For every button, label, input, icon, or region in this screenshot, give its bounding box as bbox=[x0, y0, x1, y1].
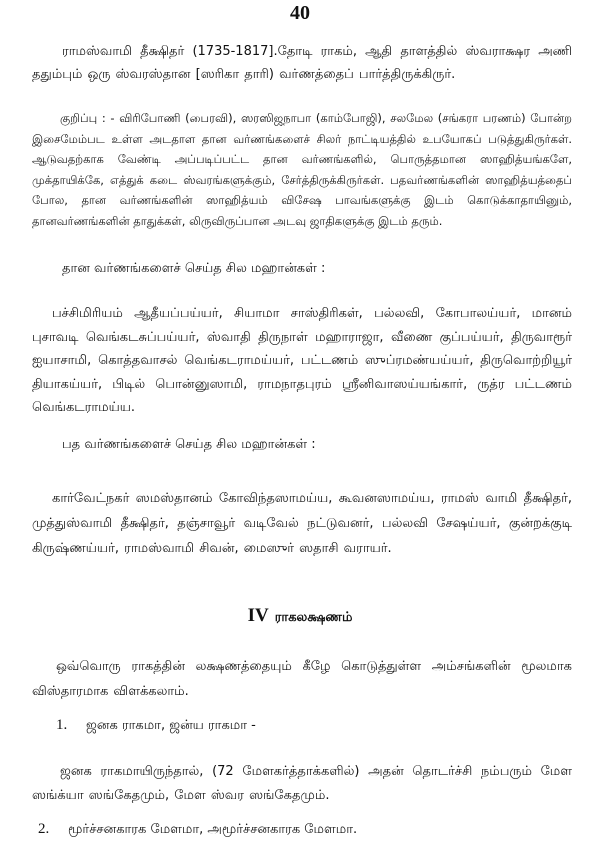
paragraph-composers-pada: கார்வேட்நகர் ஸமஸ்தானம் கோவிந்தஸாமய்ய, கூவனஸாமய்ய, ராமஸ் வாமி தீக்ஷிதர், முத்துஸ்வாமி தீக்ஷிதர், தஞ்சாவூர் வடிவேல் நட்டுவனர், பல்லவி சேஷய்யர், குன்றக்குடி கிருஷ்ணய்யர், ராமஸ்வாமி சிவன், மைஸுர் ஸதாசி வராயர். bbox=[32, 491, 572, 556]
section-title: ராகலக்ஷணம் bbox=[274, 610, 353, 625]
subheading-pada-varnam: பத வர்ணங்களைச் செய்த சில மஹான்கள் : bbox=[62, 437, 316, 452]
list-item-text: ஜனக ராகமா, ஜன்ய ராகமா - bbox=[86, 718, 256, 733]
paragraph-composers-thana: பச்சிமிரியம் ஆதீயப்பய்யர், சியாமா சாஸ்திரிகள், பல்லவி, கோபாலய்யர், மானம் புசாவடி வெங்கடசுப்பய்யர், ஸ்வாதி திருநாள் மஹாராஜா, வீணை குப்பய்யர், திருவாரூர் ஐயாசாமி, கொத்தவாசல் வெங்கடராமய்யர், பட்டணம் ஸுப்ரமண்யய்யர், திருவொற்றியூர் தியாகய்யர், பிடில் பொன்னுஸாமி, ராமநாதபுரம் ஸ்ரீனிவாஸய்யங்கார், ருத்ர பட்டணம் வெங்கடராமய்ய. bbox=[32, 306, 572, 415]
section-heading bbox=[0, 604, 600, 630]
list-item-number: 1. bbox=[56, 717, 68, 733]
list-item-text: மூர்ச்சனகாரக மேளமா, அமூர்ச்சனகாரக மேளமா. bbox=[68, 822, 358, 837]
page-number: 40 bbox=[290, 2, 310, 24]
subheading-thana-varnam: தான வர்ணங்களைச் செய்த சில மஹான்கள் : bbox=[62, 261, 326, 276]
note-label: குறிப்பு : - bbox=[60, 111, 115, 125]
section-number: IV bbox=[247, 605, 269, 626]
note-paragraph bbox=[32, 108, 572, 231]
paragraph-raga-lakshanam: ஒவ்வொரு ராகத்தின் லக்ஷணத்தையும் கீழே கொடுத்துள்ள அம்சங்களின் மூலமாக விஸ்தாரமாக விளக்கலாம். bbox=[32, 659, 572, 699]
note-text: விரிபோணி (பைரவி), ஸரஸிஜநாபா (காம்போஜி), சலமேல (சங்கரா பரணம்) போன்ற இசைமேம்பட உள்ள அடதாள தான வர்ணங்களைச் சிலர் நாட்டியத்தில் உபயோகப் படுத்துகிருர்கள். ஆடுவதற்காக வேண்டி அப்படிப்பட்ட தான வர்ணங்களில், பொருத்தமான ஸாஹித்யங்களே, முக்தாயிக்கே, எத்துக் கடை ஸ்வரங்களுக்கும், சேர்த்திருக்கிருர்கள். பதவர்ணங்களின் ஸாஹித்யத்தைப் போல, தான வர்ணங்களின் ஸாஹித்யம் விசேஷ பாவங்களுக்கு இடம் கொடுக்காதாயினும், தானவர்ணங்களின் தாதுக்கள், லிருவிருப்பான அடவு ஜாதிகளுக்கு இடம் தரும். bbox=[32, 111, 573, 228]
list-item-2 bbox=[38, 818, 357, 841]
paragraph-janaka-raga: ஜனக ராகமாயிருந்தால், (72 மேளகர்த்தாக்களில்) அதன் தொடர்ச்சி நம்பரும் மேள ஸங்க்யா ஸங்கேதமும், மேள ஸ்வர ஸங்கேதமும். bbox=[32, 764, 572, 803]
list-item-number: 2. bbox=[38, 821, 50, 837]
list-item-1 bbox=[56, 714, 256, 737]
paragraph-intro: ராமஸ்வாமி தீக்ஷிதர் (1735-1817].தோடி ராகம், ஆதி தாளத்தில் ஸ்வராக்ஷர அணி ததும்பும் ஒரு ஸ்வரஸ்தான [ஸரிகா தாரி) வர்ணத்தைப் பார்த்திருக்கிருர். bbox=[32, 44, 572, 82]
